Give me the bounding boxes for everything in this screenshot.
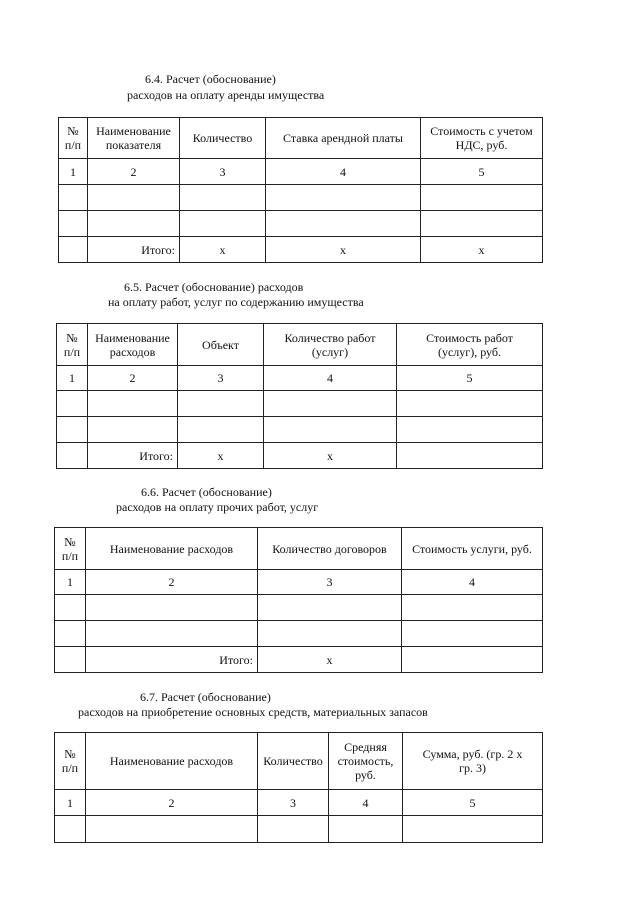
table-total-row — [55, 647, 543, 673]
header-rent-rate: Ставка арендной платы — [266, 118, 421, 159]
column-number: 5 — [421, 159, 543, 185]
header-service-cost: Стоимость услуги, руб. — [402, 528, 543, 570]
header-number: № п/п — [55, 733, 86, 790]
header-expense-name: Наименование расходов — [86, 733, 258, 790]
table-cell — [88, 417, 178, 443]
table-cell — [55, 647, 86, 673]
table-cell — [88, 211, 180, 237]
column-number: 5 — [403, 790, 543, 816]
table-cell — [88, 391, 178, 417]
section-6-4-title-line2: расходов на оплату аренды имущества — [127, 88, 325, 102]
table-cell — [258, 816, 329, 843]
table-cell — [266, 185, 421, 211]
column-number: 2 — [88, 159, 180, 185]
table-cell — [402, 647, 543, 673]
total-label: Итого: — [86, 647, 258, 673]
header-indicator-name: Наименование показателя — [88, 118, 180, 159]
table-header-row — [55, 733, 543, 790]
column-number: 1 — [59, 159, 88, 185]
column-number: 2 — [88, 366, 178, 391]
table-cell — [402, 621, 543, 647]
header-quantity: Количество — [258, 733, 329, 790]
section-6-6-title-line1: 6.6. Расчет (обоснование) — [141, 485, 272, 499]
x-mark: х — [266, 237, 421, 263]
section-6-5-title-line2: на оплату работ, услуг по содержанию имущества — [108, 295, 364, 309]
table-header-row — [59, 118, 543, 159]
section-6-7-title-line1: 6.7. Расчет (обоснование) — [140, 690, 271, 704]
table-header-row — [55, 528, 543, 570]
table-6-6 — [54, 527, 543, 673]
table-cell — [59, 237, 88, 263]
column-number: 1 — [55, 570, 86, 595]
table-cell — [59, 211, 88, 237]
column-number: 5 — [397, 366, 543, 391]
header-average-cost: Средняя стоимость, руб. — [329, 733, 403, 790]
table-empty-row — [55, 816, 543, 843]
column-number: 1 — [55, 790, 86, 816]
table-cell — [403, 816, 543, 843]
column-number: 4 — [264, 366, 397, 391]
table-cell — [258, 595, 402, 621]
table-column-numbers-row — [59, 159, 543, 185]
table-cell — [266, 211, 421, 237]
table-cell — [55, 595, 86, 621]
header-expense-name: Наименование расходов — [88, 324, 178, 366]
x-mark: х — [180, 237, 266, 263]
header-expense-name: Наименование расходов — [86, 528, 258, 570]
table-cell — [180, 211, 266, 237]
table-cell — [86, 816, 258, 843]
x-mark: х — [258, 647, 402, 673]
column-number: 3 — [258, 570, 402, 595]
column-number: 4 — [266, 159, 421, 185]
header-work-cost: Стоимость работ (услуг), руб. — [397, 324, 543, 366]
table-cell — [57, 443, 88, 469]
section-6-4-title-line1: 6.4. Расчет (обоснование) — [145, 72, 276, 86]
table-cell — [86, 621, 258, 647]
header-contracts-count: Количество договоров — [258, 528, 402, 570]
table-cell — [57, 417, 88, 443]
table-cell — [55, 621, 86, 647]
header-number: № п/п — [55, 528, 86, 570]
header-cost-with-vat: Стоимость с учетом НДС, руб. — [421, 118, 543, 159]
table-empty-row — [55, 595, 543, 621]
table-empty-row — [57, 391, 543, 417]
x-mark: х — [421, 237, 543, 263]
column-number: 3 — [258, 790, 329, 816]
table-column-numbers-row — [55, 790, 543, 816]
total-label: Итого: — [88, 443, 178, 469]
table-cell — [88, 185, 180, 211]
column-number: 2 — [86, 570, 258, 595]
table-cell — [59, 185, 88, 211]
table-empty-row — [57, 417, 543, 443]
table-cell — [264, 417, 397, 443]
column-number: 1 — [57, 366, 88, 391]
table-cell — [264, 391, 397, 417]
table-header-row — [57, 324, 543, 366]
table-cell — [86, 595, 258, 621]
table-empty-row — [59, 211, 543, 237]
table-cell — [402, 595, 543, 621]
x-mark: х — [264, 443, 397, 469]
header-object: Объект — [178, 324, 264, 366]
section-6-7-title-line2: расходов на приобретение основных средств, материальных запасов — [78, 705, 428, 719]
table-6-4 — [58, 117, 543, 263]
table-cell — [397, 443, 543, 469]
section-6-5-title-line1: 6.5. Расчет (обоснование) расходов — [124, 280, 304, 294]
table-column-numbers-row — [55, 570, 543, 595]
table-cell — [178, 391, 264, 417]
table-cell — [397, 417, 543, 443]
table-cell — [397, 391, 543, 417]
column-number: 4 — [329, 790, 403, 816]
table-total-row — [57, 443, 543, 469]
table-cell — [57, 391, 88, 417]
x-mark: х — [178, 443, 264, 469]
table-cell — [178, 417, 264, 443]
header-sum: Сумма, руб. (гр. 2 х гр. 3) — [403, 733, 543, 790]
table-cell — [55, 816, 86, 843]
table-column-numbers-row — [57, 366, 543, 391]
column-number: 2 — [86, 790, 258, 816]
header-number: № п/п — [57, 324, 88, 366]
table-cell — [329, 816, 403, 843]
column-number: 4 — [402, 570, 543, 595]
header-number: № п/п — [59, 118, 88, 159]
column-number: 3 — [178, 366, 264, 391]
table-6-7 — [54, 732, 543, 843]
table-empty-row — [59, 185, 543, 211]
header-work-quantity: Количество работ (услуг) — [264, 324, 397, 366]
table-cell — [180, 185, 266, 211]
table-6-5 — [56, 323, 543, 469]
table-cell — [258, 621, 402, 647]
header-quantity: Количество — [180, 118, 266, 159]
column-number: 3 — [180, 159, 266, 185]
total-label: Итого: — [88, 237, 180, 263]
section-6-6-title-line2: расходов на оплату прочих работ, услуг — [116, 500, 319, 514]
table-cell — [421, 185, 543, 211]
table-cell — [421, 211, 543, 237]
table-total-row — [59, 237, 543, 263]
table-empty-row — [55, 621, 543, 647]
